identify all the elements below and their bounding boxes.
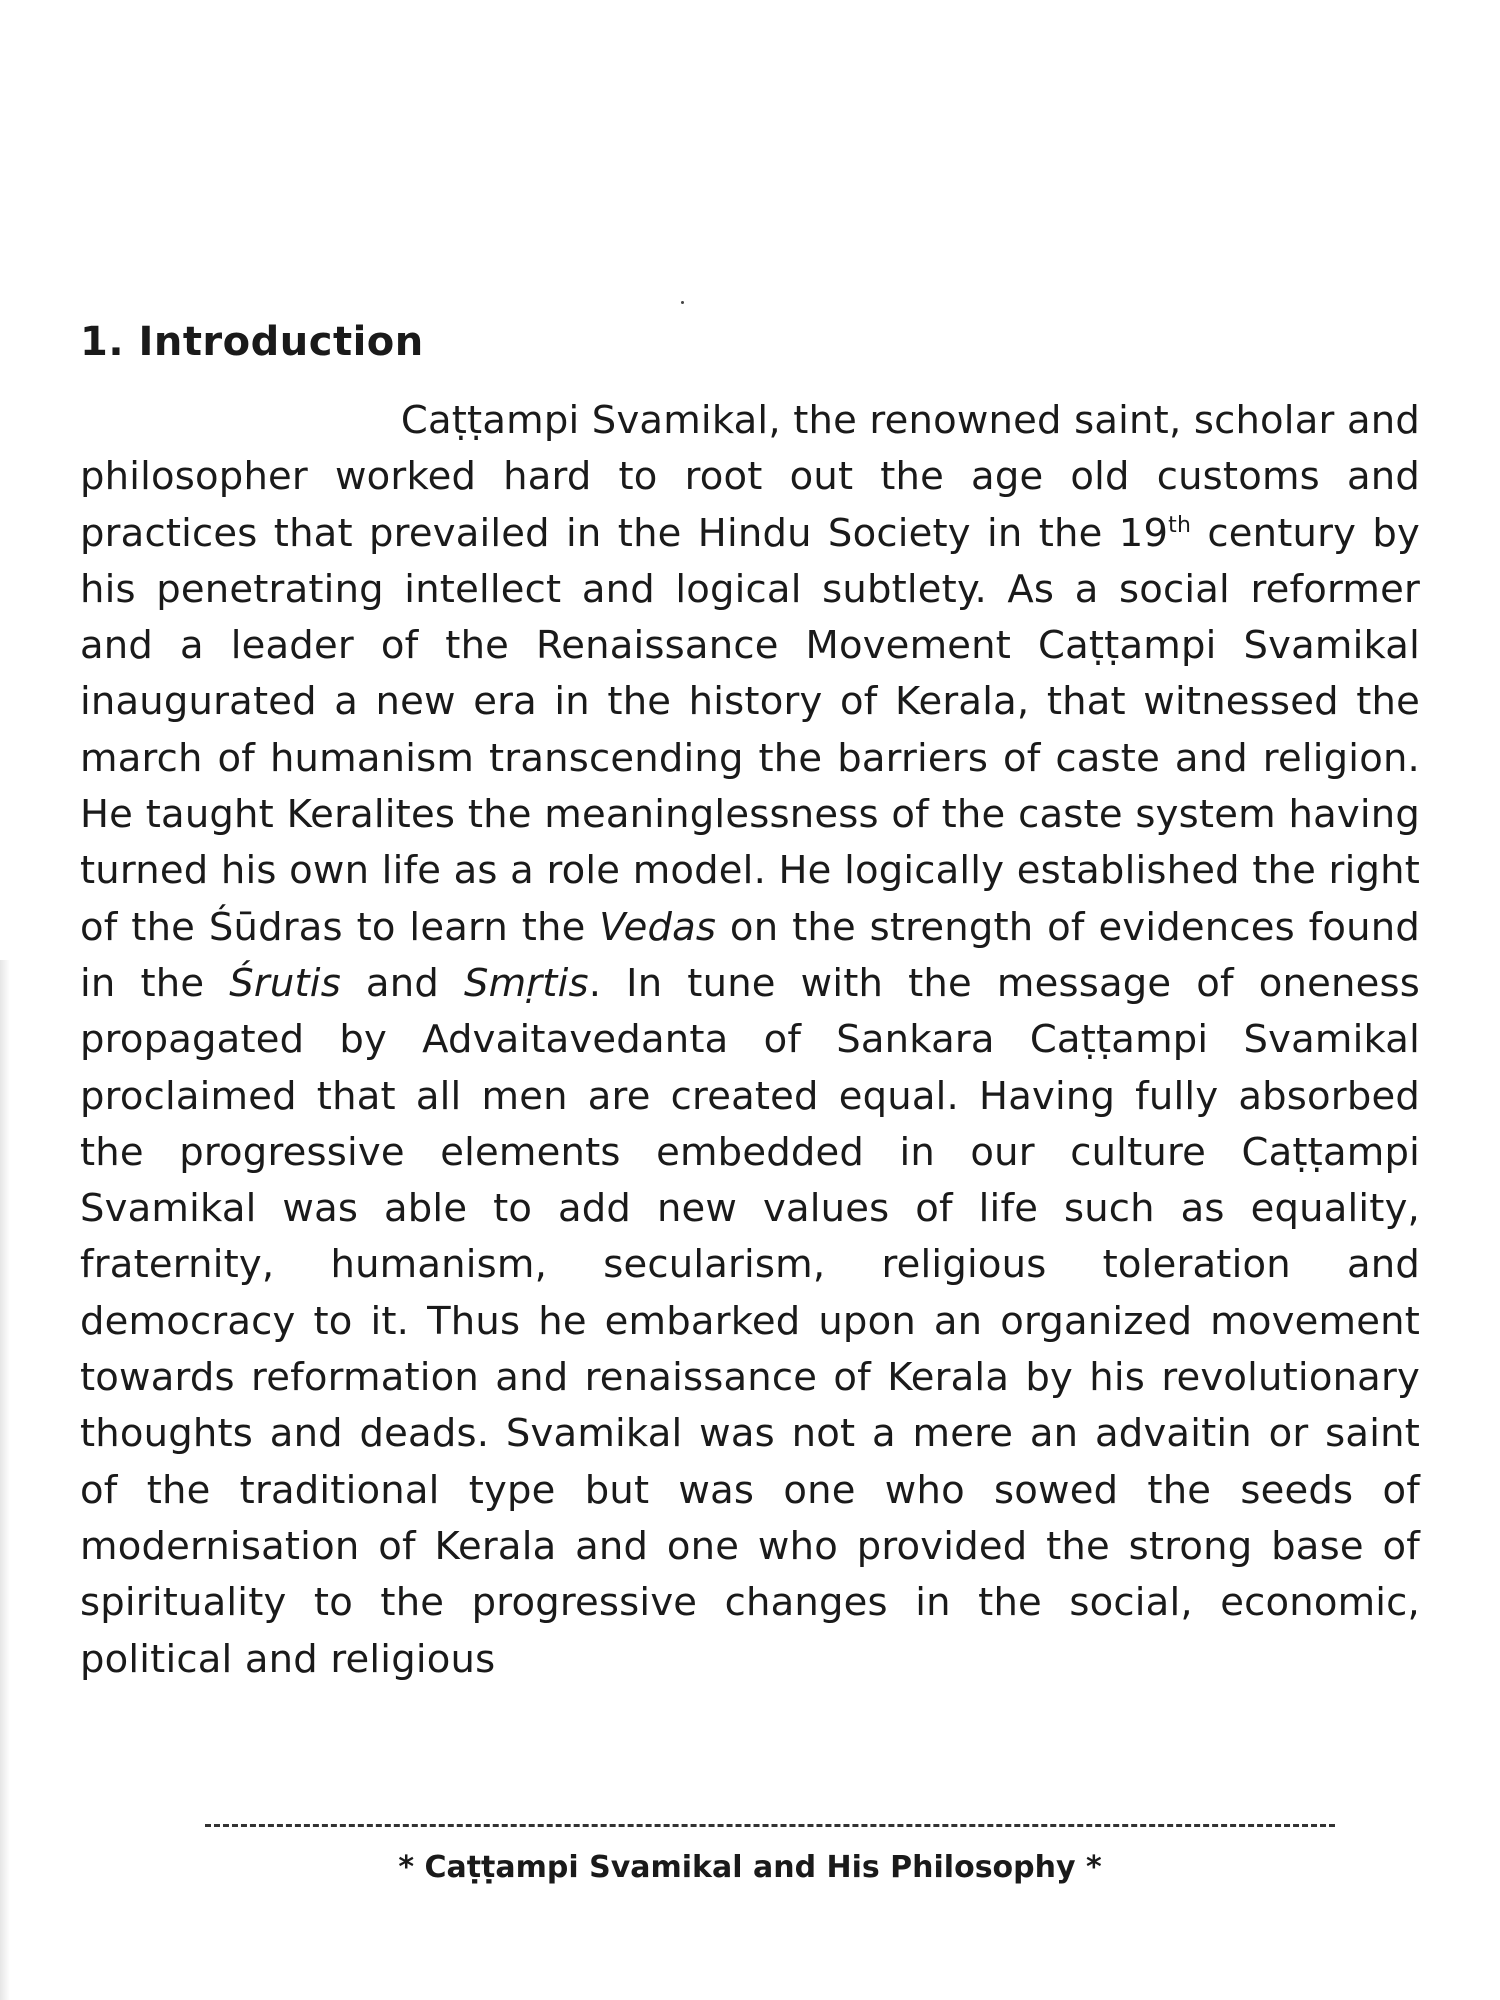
paragraph-first-line: Caṭṭampi Svamikal, the renowned saint, scholar and <box>400 398 1420 443</box>
page-edge-shadow <box>0 960 10 2000</box>
introduction-paragraph <box>80 393 1420 1688</box>
footer-separator <box>205 1824 1335 1827</box>
italic-term-vedas: Vedas <box>599 904 717 950</box>
italic-term-srutis: Śrutis <box>229 960 341 1006</box>
text-segment: and <box>340 960 464 1006</box>
text-segment: . In tune with the message of oneness propagated by Advaitavedanta of Sankara Caṭṭampi Svamikal proclaimed that all men are created equal. Having fully absorbed the progressive elements embedded in our culture Caṭṭampi Svamikal was able to add new values of life such as equality, fraternity, humanism, secularism, religious toleration and democracy to it. Thus he embarked upon an organized movement towards reformation and renaissance of Kerala by his revolutionary thoughts and deads. Svamikal was not a mere an advaitin or saint of the traditional type but was one who sowed the seeds of modernisation of Kerala and one who provided the strong base of spirituality to the progressive changes in the social, economic, political and religious <box>80 960 1420 1682</box>
text-segment: on the strength of evidences found in the <box>80 904 1420 1006</box>
text-segment: philosopher worked hard to root out the age old customs and practices that prevailed in the Hindu Society in the 19 <box>80 454 1420 556</box>
superscript-ordinal: th <box>1168 512 1192 538</box>
running-footer: * Caṭṭampi Svamikal and His Philosophy * <box>398 1850 1102 1885</box>
section-heading: 1. Introduction <box>80 319 424 365</box>
italic-term-smrtis: Smṛtis <box>463 960 589 1006</box>
scan-speck <box>681 301 684 304</box>
text-segment: century by his penetrating intellect and logical subtlety. As a social reformer and a leader of the Renaissance Movement Caṭṭampi Svamikal inaugurated a new era in the history of Kerala, that witnessed the march of humanism transcending the barriers of caste and religion. He taught Keralites the meaninglessness of the caste system having turned his own life as a role model. He logically established the right of the Śūdras to learn the <box>80 510 1421 950</box>
